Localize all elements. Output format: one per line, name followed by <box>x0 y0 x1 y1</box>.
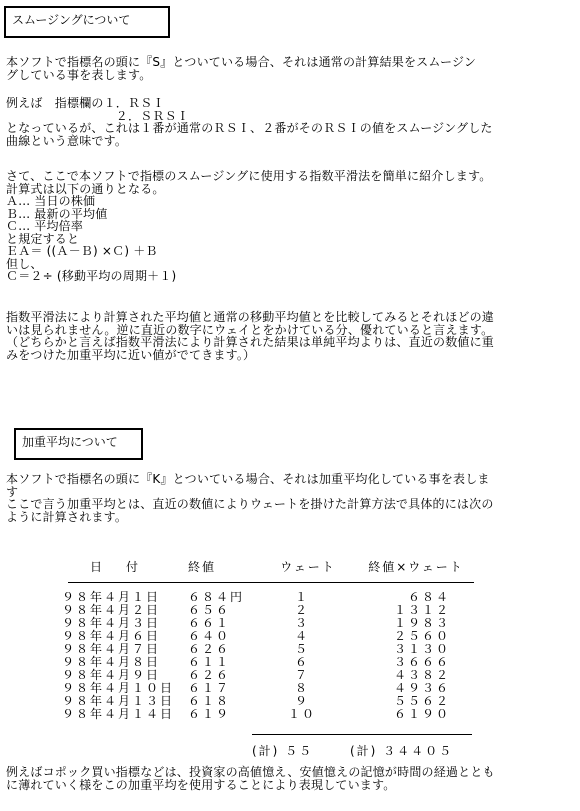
cell-product: ４３８２ <box>393 668 450 682</box>
cell-weight: ７ <box>294 668 309 682</box>
cell-close: ６１８ <box>188 694 231 708</box>
cell-close: ６１１ <box>188 655 231 669</box>
cell-product: ２５６０ <box>393 629 450 643</box>
cell-date: ９８年４月２日 <box>62 603 161 617</box>
cell-product: ３６６６ <box>393 655 450 669</box>
cell-date: ９８年４月９日 <box>62 668 161 682</box>
cell-weight: １ <box>294 590 309 604</box>
cell-weight: ６ <box>294 655 309 669</box>
cell-product: ５５６２ <box>393 694 450 708</box>
cell-product: ６８４ <box>407 590 450 604</box>
cell-product: ４９３６ <box>393 681 450 695</box>
cell-weight: ３ <box>294 616 309 630</box>
cell-close: ６６１ <box>188 616 231 630</box>
cell-product: ６１９０ <box>393 707 450 721</box>
cell-product: ３１３０ <box>393 642 450 656</box>
cell-close: ６２６ <box>188 642 231 656</box>
cell-close: ６１７ <box>188 681 231 695</box>
table-header-row <box>60 561 480 574</box>
cell-date: ９８年４月６日 <box>62 629 161 643</box>
paragraph-coppock-example: 例えばコポック買い指標などは、投資家の高値憶え、安値憶えの記憶が時間の経過ととも に薄れていく様をこの加重平均を使用することにより表現しています。 <box>6 765 495 792</box>
cell-close: ６１９ <box>188 707 231 721</box>
paragraph-exponential-comparison: 指数平滑法により計算された平均値と通常の移動平均値とを比較してみるとそれほどの違 いは見られません。逆に直近の数字にウェイとをかけている分、優れていると言えます。 （どちらかと言えば指数平滑法により計算された結果は単純平均よりは、直近の数値に重 みをつけた加重平均に近い値がでてきます。） <box>6 310 495 362</box>
weighted-average-table <box>60 560 480 721</box>
paragraph-smoothing-example: 例えば 指標欄の１．ＲＳＩ ２．ＳＲＳＩ となっているが、これは１番が通常のＲＳＩ、２番がそのＲＳＩの値をスムージングした 曲線という意味です。 <box>6 96 493 148</box>
table-header-rule <box>68 582 474 583</box>
cell-weight: ９ <box>294 694 309 708</box>
total-product: (計) ３４４０５ <box>350 744 454 758</box>
header-date: 日 付 <box>90 560 145 574</box>
cell-date: ９８年４月７日 <box>62 642 161 656</box>
section-heading-weighted-average: 加重平均について <box>14 428 143 460</box>
section-heading-smoothing: スムージングについて <box>4 6 170 38</box>
header-close-times-weight: 終値×ウェート <box>368 560 464 574</box>
cell-weight: ４ <box>294 629 309 643</box>
header-close: 終値 <box>188 560 217 574</box>
cell-close: ６４０ <box>188 629 231 643</box>
cell-date: ９８年４月１４日 <box>62 707 175 721</box>
cell-date: ９８年４月１３日 <box>62 694 175 708</box>
total-weight: (計) ５５ <box>252 744 314 758</box>
table-row <box>60 708 480 721</box>
cell-product: １９８３ <box>393 616 450 630</box>
cell-weight: １０ <box>287 707 316 721</box>
cell-product: １３１２ <box>393 603 450 617</box>
cell-weight: ８ <box>294 681 309 695</box>
paragraph-smoothing-intro: 本ソフトで指標名の頭に『S』とついている場合、それは通常の計算結果をスムージン グしている事を表します。 <box>6 55 477 82</box>
cell-date: ９８年４月１日 <box>62 590 161 604</box>
table-total-rule <box>252 734 472 735</box>
cell-close: ６２６ <box>188 668 231 682</box>
cell-weight: ２ <box>294 603 309 617</box>
table-body <box>60 591 480 721</box>
cell-weight: ５ <box>294 642 309 656</box>
cell-date: ９８年４月３日 <box>62 616 161 630</box>
paragraph-exponential-formula: さて、ここで本ソフトで指標のスムージングに使用する指数平滑法を簡単に紹介します。 計算式は以下の通りとなる。 Ａ... 当日の株価 Ｂ... 最新の平均値 Ｃ... 平均倍率 と規定すると ＥＡ＝ ((Ａ－Ｂ) ×Ｃ) ＋Ｂ 但し、 Ｃ＝２÷ (移動平均の周期＋１) <box>6 169 492 283</box>
cell-date: ９８年４月１０日 <box>62 681 175 695</box>
cell-close: ６８４円 <box>188 590 245 604</box>
cell-date: ９８年４月８日 <box>62 655 161 669</box>
cell-close: ６５６ <box>188 603 231 617</box>
header-weight: ウェート <box>280 560 336 574</box>
paragraph-weighted-intro: 本ソフトで指標名の頭に『K』とついている場合、それは加重平均化している事を表しま す ここで言う加重平均とは、直近の数値によりウェートを掛けた計算方法で具体的には次の ように計算されます。 <box>6 472 494 524</box>
